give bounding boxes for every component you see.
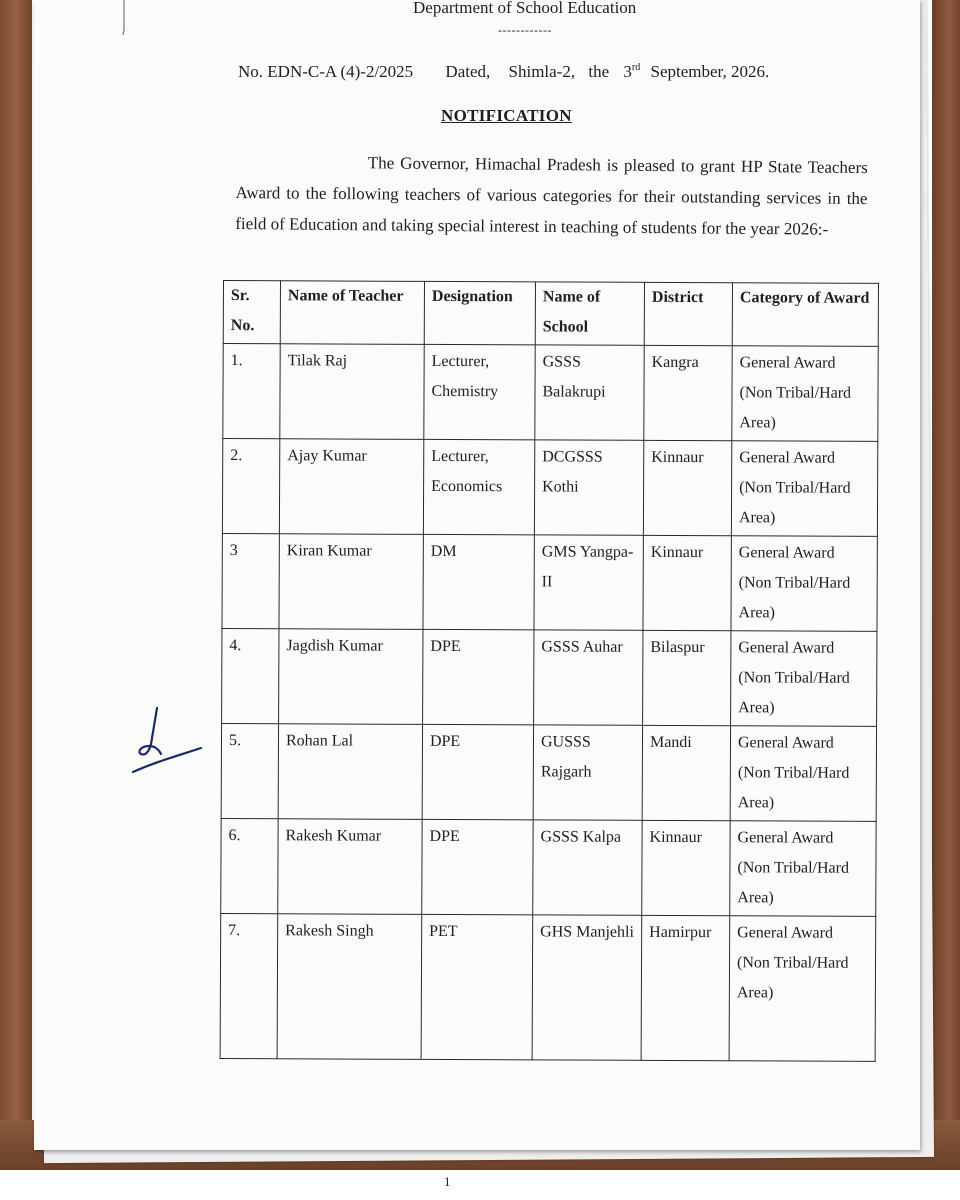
reference-line [238,62,769,82]
header-sr-no: Sr. No. [223,281,280,344]
department-name: Department of School Education [413,0,637,17]
school-cell: GSSS Kalpa [533,820,642,915]
date-day: 3rd [623,62,641,81]
designation-cell: DM [423,534,534,629]
teacher-name-cell: Ajay Kumar [279,439,423,535]
teacher-name-cell: Rakesh Kumar [278,819,422,915]
category-cell: General Award (Non Tribal/Hard Area) [730,821,876,917]
header-school: Name of School [535,282,644,345]
table-row [222,628,877,726]
table-row [222,439,877,537]
sr-cell: 2. [222,439,279,534]
teacher-name-cell: Rohan Lal [278,724,422,820]
designation-cell: PET [421,914,533,1059]
notification-body: The Governor, Himachal Pradesh is pleased to grant HP State Teachers Award to the following teachers of various categories for their outstanding services in the field of Education and taking special interest in teaching of students for the year 2026:- [235,153,868,239]
table-row [221,723,876,821]
the-word: the [588,62,610,81]
table-row [222,533,877,631]
date-month-year: September, 2026. [650,62,770,81]
designation-cell: DPE [422,724,533,819]
table-row [220,913,876,1061]
place: Shimla-2, [508,62,576,81]
header-category: Category of Award [732,283,878,347]
district-cell: Kinnaur [643,440,731,535]
designation-cell: Lecturer, Chemistry [424,344,535,439]
teacher-name-cell: Tilak Raj [280,344,424,440]
sr-cell: 1. [223,344,280,439]
pen-mark [122,0,126,36]
page-number: 1 [444,1174,451,1189]
teacher-name-cell: Rakesh Singh [277,914,422,1060]
district-cell: Kinnaur [642,820,730,915]
school-cell: GHS Manjehli [532,915,642,1060]
school-cell: GSSS Balakrupi [535,345,644,440]
category-cell: General Award (Non Tribal/Hard Area) [731,441,877,537]
notification-title: NOTIFICATION [441,106,572,125]
district-cell: Kangra [644,345,732,440]
sr-cell: 3 [222,533,279,628]
school-cell: GMS Yangpa-II [534,535,643,630]
sr-cell: 7. [220,913,278,1058]
wooden-table-left [0,0,32,1170]
sr-cell: 6. [221,818,278,913]
table-row [223,344,878,442]
school-cell: GUSSS Rajgarh [533,725,642,820]
sr-cell: 5. [221,723,278,818]
table-row [221,818,876,916]
table-header-row [223,281,878,347]
district-cell: Hamirpur [641,915,730,1060]
dated-label: Dated, [445,62,491,81]
bottom-margin [0,1170,960,1200]
sr-cell: 4. [222,628,279,723]
teacher-name-cell: Kiran Kumar [279,534,423,630]
school-cell: DCGSSS Kothi [534,440,643,535]
school-cell: GSSS Auhar [534,630,643,725]
wooden-table-right [932,0,960,1170]
header-designation: Designation [424,281,535,344]
handwritten-signature [125,700,205,780]
designation-cell: DPE [422,819,533,914]
district-cell: Mandi [642,725,730,820]
teacher-name-cell: Jagdish Kumar [279,629,423,725]
category-cell: General Award (Non Tribal/Hard Area) [731,536,877,632]
department-underline: ------------ [498,23,552,37]
category-cell: General Award (Non Tribal/Hard Area) [729,916,876,1062]
header-name: Name of Teacher [280,281,424,345]
designation-cell: Lecturer, Economics [423,439,534,534]
reference-number: No. EDN-C-A (4)-2/2025 [238,62,414,81]
category-cell: General Award (Non Tribal/Hard Area) [730,726,876,822]
header-district: District [644,282,732,345]
category-cell: General Award (Non Tribal/Hard Area) [731,631,877,727]
district-cell: Bilaspur [643,630,731,725]
category-cell: General Award (Non Tribal/Hard Area) [732,346,878,442]
awardees-table [220,280,879,1062]
district-cell: Kinnaur [643,535,731,630]
designation-cell: DPE [423,629,534,724]
